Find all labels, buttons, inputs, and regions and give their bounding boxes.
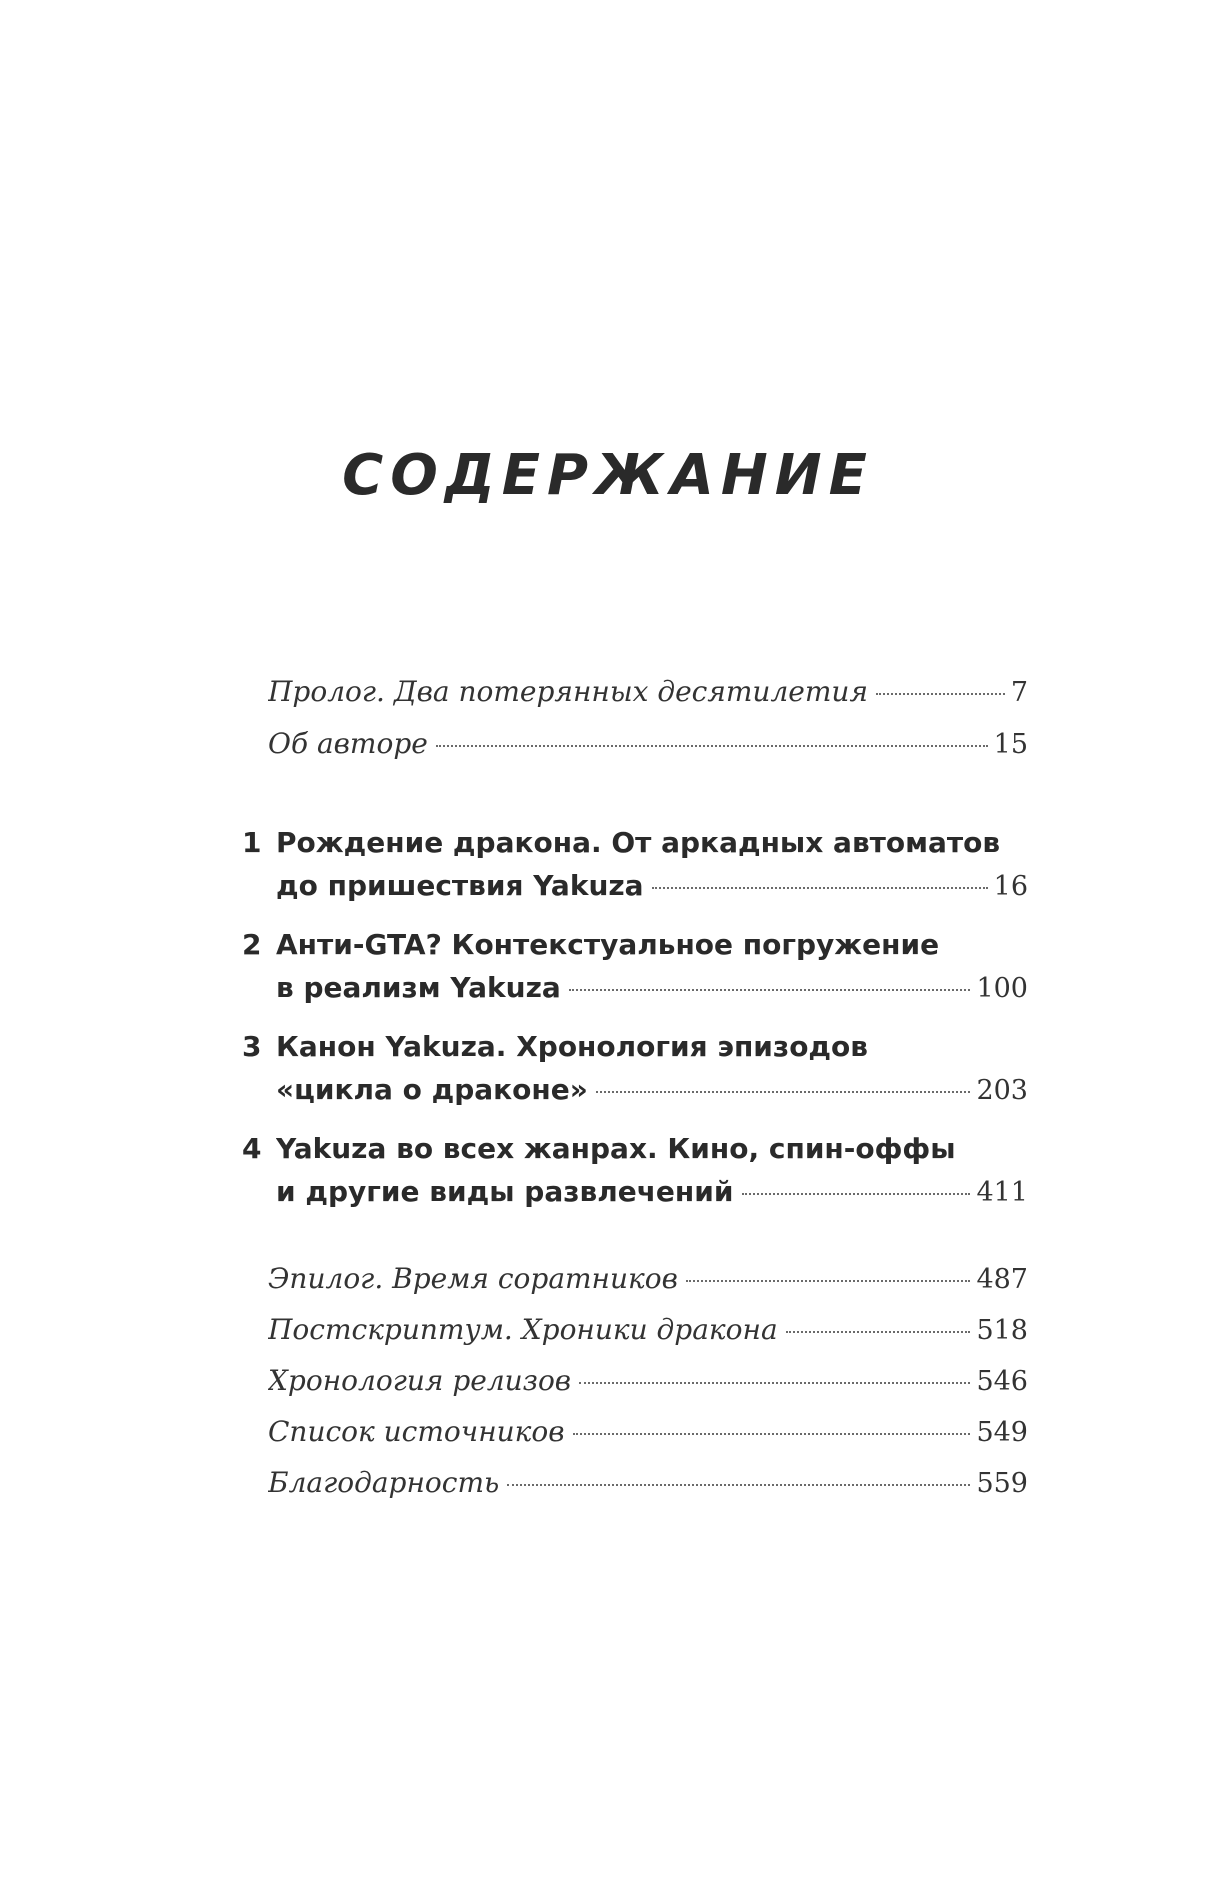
toc-page-number: 546 bbox=[976, 1366, 1028, 1397]
toc-entry-title: Благодарность bbox=[268, 1466, 500, 1499]
dot-leader bbox=[507, 1484, 970, 1486]
chapter-title-line1: Анти-GTA? Контекстуальное погружение bbox=[276, 928, 940, 961]
dot-leader bbox=[596, 1091, 971, 1093]
dot-leader bbox=[579, 1382, 970, 1384]
toc-chapter-2-cont[interactable] bbox=[276, 971, 1028, 1013]
chapter-title-line2: и другие виды развлечений bbox=[276, 1175, 734, 1208]
toc-entry-postscript[interactable] bbox=[268, 1313, 1028, 1353]
toc-entry-acknowledgements[interactable] bbox=[268, 1466, 1028, 1506]
toc-chapter-4-cont[interactable] bbox=[276, 1175, 1028, 1217]
dot-leader bbox=[436, 745, 988, 747]
toc-page-number: 15 bbox=[993, 729, 1028, 760]
chapter-title-line2: «цикла о драконе» bbox=[276, 1073, 588, 1106]
dot-leader bbox=[573, 1433, 971, 1435]
chapter-title-line2: в реализм Yakuza bbox=[276, 971, 561, 1004]
toc-page-number: 559 bbox=[976, 1468, 1028, 1499]
dot-leader bbox=[686, 1280, 971, 1282]
dot-leader bbox=[786, 1331, 971, 1333]
toc-entry-epilogue[interactable] bbox=[268, 1262, 1028, 1302]
toc-page-number: 16 bbox=[993, 871, 1028, 902]
dot-leader bbox=[742, 1193, 971, 1195]
dot-leader bbox=[876, 693, 1005, 695]
toc-page-number: 549 bbox=[976, 1417, 1028, 1448]
toc-entry-title: Постскриптум. Хроники дракона bbox=[268, 1313, 778, 1346]
chapter-number: 4 bbox=[242, 1132, 262, 1165]
toc-entry-title: Пролог. Два потерянных десятилетия bbox=[268, 675, 868, 708]
toc-entry-prologue[interactable] bbox=[268, 675, 1028, 715]
toc-entry-release-chronology[interactable] bbox=[268, 1364, 1028, 1404]
toc-page-number: 203 bbox=[976, 1075, 1028, 1106]
toc-page-number: 411 bbox=[976, 1177, 1028, 1208]
chapter-title-line2: до пришествия Yakuza bbox=[276, 869, 644, 902]
toc-entry-title: Список источников bbox=[268, 1415, 565, 1448]
toc-chapter-3-cont[interactable] bbox=[276, 1073, 1028, 1115]
toc-page-number: 7 bbox=[1010, 677, 1028, 708]
page-title: СОДЕРЖАНИЕ bbox=[342, 443, 874, 508]
toc-chapter-2[interactable] bbox=[242, 928, 1028, 970]
toc-entry-about-author[interactable] bbox=[268, 727, 1028, 767]
dot-leader bbox=[652, 887, 988, 889]
toc-page-number: 487 bbox=[976, 1264, 1028, 1295]
toc-chapter-1-cont[interactable] bbox=[276, 869, 1028, 911]
toc-entry-title: Эпилог. Время соратников bbox=[268, 1262, 678, 1295]
dot-leader bbox=[569, 989, 971, 991]
chapter-title-line1: Yakuza во всех жанрах. Кино, спин-оффы bbox=[276, 1132, 956, 1165]
chapter-number: 2 bbox=[242, 928, 262, 961]
toc-page-number: 100 bbox=[976, 973, 1028, 1004]
chapter-title-line1: Канон Yakuza. Хронология эпизодов bbox=[276, 1030, 868, 1063]
toc-entry-title: Об авторе bbox=[268, 727, 428, 760]
toc-entry-title: Хронология релизов bbox=[268, 1364, 572, 1397]
toc-page-number: 518 bbox=[976, 1315, 1028, 1346]
toc-chapter-1[interactable] bbox=[242, 826, 1028, 868]
toc-chapter-3[interactable] bbox=[242, 1030, 1028, 1072]
chapter-number: 3 bbox=[242, 1030, 262, 1063]
toc-chapter-4[interactable] bbox=[242, 1132, 1028, 1174]
chapter-number: 1 bbox=[242, 826, 262, 859]
toc-entry-sources[interactable] bbox=[268, 1415, 1028, 1455]
chapter-title-line1: Рождение дракона. От аркадных автоматов bbox=[276, 826, 1001, 859]
